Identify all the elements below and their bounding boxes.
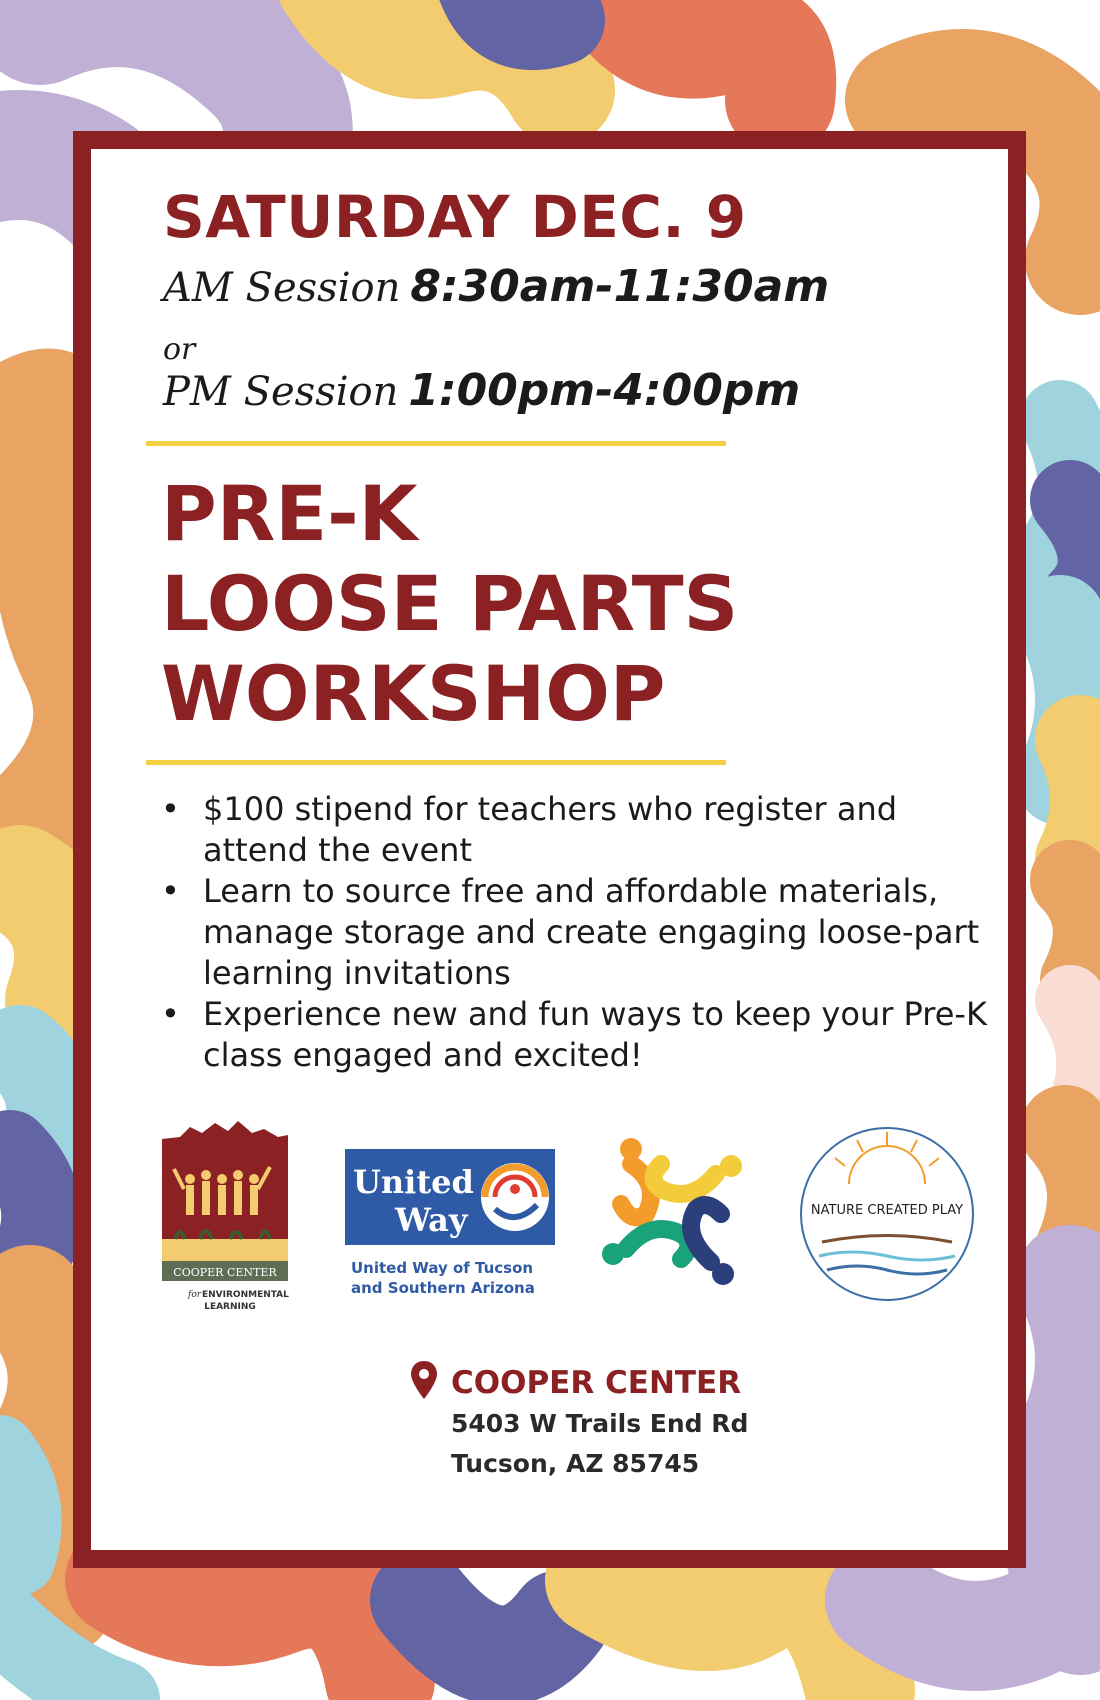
community-circle-logo	[601, 1134, 751, 1289]
divider-bottom	[146, 760, 726, 765]
title-line: LOOSE PARTS	[161, 559, 739, 648]
venue-address-line1: 5403 W Trails End Rd	[451, 1409, 749, 1438]
cooper-center-logo	[160, 1119, 290, 1314]
title-line: WORKSHOP	[161, 649, 666, 738]
pm-session-time: 1:00pm-4:00pm	[408, 365, 801, 416]
benefits-list	[161, 789, 991, 1076]
nature-created-play-logo	[797, 1124, 977, 1304]
bullet-icon: •	[161, 790, 180, 828]
event-date: SATURDAY DEC. 9	[163, 183, 747, 251]
nature-logo-text: NATURE CREATED PLAY	[810, 1203, 964, 1218]
cooper-logo-for: for	[188, 1290, 202, 1300]
flyer-card	[73, 131, 1026, 1568]
benefit-item: • $100 stipend for teachers who register and attend the event	[161, 790, 898, 869]
cooper-logo-name: COOPER CENTER	[173, 1266, 277, 1279]
map-pin-icon	[409, 1359, 439, 1401]
cooper-logo-sub2: LEARNING	[204, 1302, 256, 1312]
united-way-line2: Way	[395, 1201, 468, 1239]
united-way-caption2: and Southern Arizona	[351, 1279, 535, 1297]
united-way-caption1: United Way of Tucson	[351, 1259, 534, 1277]
united-way-logo	[345, 1149, 555, 1299]
bullet-icon: •	[161, 872, 180, 910]
united-way-line1: United	[353, 1163, 474, 1201]
venue-name: COOPER CENTER	[451, 1365, 742, 1401]
benefit-item: • Experience new and fun ways to keep your Pre-K class engaged and excited!	[161, 995, 987, 1074]
or-separator: or	[163, 332, 196, 367]
venue-address-line2: Tucson, AZ 85745	[451, 1449, 700, 1478]
benefit-item: • Learn to source free and affordable materials, manage storage and create engaging loose-part learning invitations	[161, 872, 980, 992]
am-session-label: AM Session	[163, 265, 401, 311]
workshop-title	[161, 469, 738, 739]
cooper-logo-sub1: ENVIRONMENTAL	[202, 1290, 289, 1300]
am-session-time: 8:30am-11:30am	[410, 261, 830, 312]
am-session	[163, 261, 829, 312]
pm-session	[163, 365, 800, 416]
bullet-icon: •	[161, 995, 180, 1033]
divider-top	[146, 441, 726, 446]
title-line: PRE-K	[161, 469, 418, 558]
pm-session-label: PM Session	[163, 369, 399, 415]
